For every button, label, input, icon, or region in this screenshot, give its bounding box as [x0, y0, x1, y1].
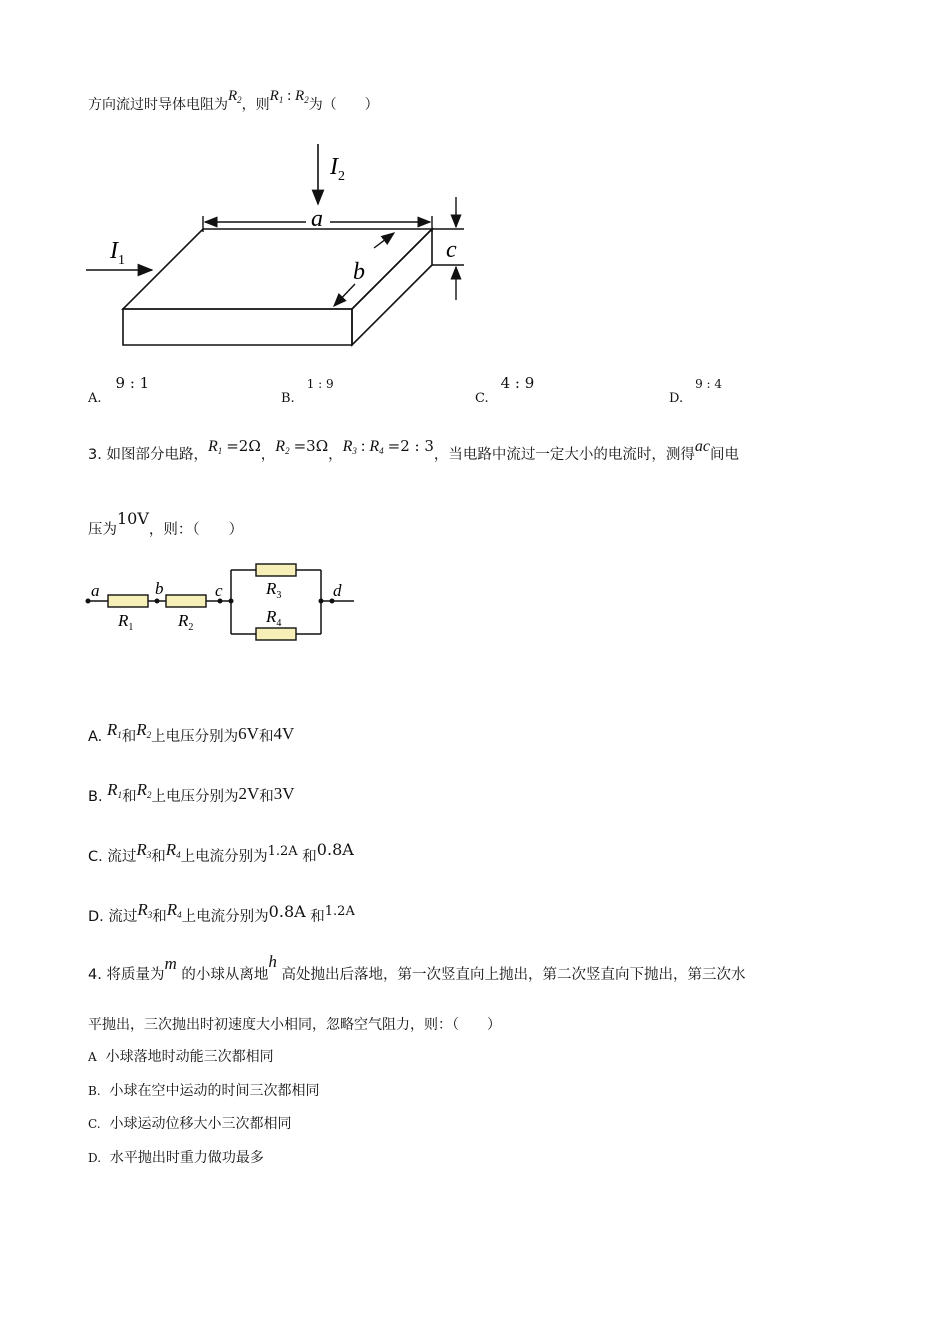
option-c[interactable]: $_{C.}$4 : 9 — [475, 374, 535, 406]
q4-option-a[interactable]: A 小球落地时动能三次都相同 — [88, 1049, 274, 1065]
dimension-c-label: c — [446, 237, 457, 263]
q3-option-c[interactable]: C. 流过R3和R4上电流分别为1.2A 和0.8A — [88, 840, 354, 865]
label-c: c — [215, 581, 223, 600]
dimension-b-upper-arrow — [374, 233, 394, 248]
dimension-b-label: b — [353, 259, 365, 285]
conductor-block-figure — [80, 140, 480, 360]
option-a[interactable]: $_{A.}$9 : 1 — [88, 374, 150, 406]
option-d[interactable]: $_{D.}$9 : 4 — [669, 377, 723, 406]
q3-option-b[interactable]: B. R1和R2上电压分别为2V和3V — [88, 780, 295, 805]
node-b — [155, 599, 160, 604]
i1-label: $I_1$ — [110, 238, 125, 268]
q4-option-c[interactable]: C. 小球运动位移大小三次都相同 — [88, 1116, 292, 1132]
circuit-figure — [84, 556, 374, 656]
label-r3: $R_3$ — [266, 579, 282, 601]
q4-option-b[interactable]: B. 小球在空中运动的时间三次都相同 — [88, 1083, 320, 1099]
label-d: d — [333, 581, 342, 600]
q2-options — [88, 373, 808, 406]
junction-right — [319, 599, 324, 604]
label-a: a — [91, 581, 100, 600]
block-top-face — [123, 229, 432, 309]
ratio-r1-r2: $R_1$ : $R_2$ — [269, 88, 309, 105]
q3-stem-line2: 压为10V，则：（ ） — [88, 509, 244, 538]
resistor-r3 — [256, 564, 296, 576]
i2-label: $I_2$ — [330, 154, 345, 184]
junction-left — [229, 599, 234, 604]
label-r4: $R_4$ — [266, 607, 282, 629]
resistor-r1 — [108, 595, 148, 607]
dimension-b-lower-arrow — [334, 284, 355, 306]
q3-option-a[interactable]: A. R1和R2上电压分别为6V和4V — [88, 720, 295, 745]
dimension-a-label: a — [311, 206, 323, 232]
label-b: b — [155, 579, 164, 598]
label-r2: $R_2$ — [178, 611, 194, 633]
option-b[interactable]: $_{B.}$1 : 9 — [281, 377, 334, 406]
resistor-r2 — [166, 595, 206, 607]
q4-stem-line1: 4. 将质量为m 的小球从离地h 高处抛出后落地，第一次竖直向上抛出，第二次竖直向下抛出，第三次水 — [88, 952, 746, 983]
block-side-face — [352, 229, 432, 345]
q3-option-d[interactable]: D. 流过R3和R4上电流分别为0.8A 和1.2A — [88, 900, 355, 925]
q4-option-d[interactable]: D. 水平抛出时重力做功最多 — [88, 1150, 264, 1166]
q4-stem-line2: 平抛出，三次抛出时初速度大小相同，忽略空气阻力，则：（ ） — [88, 1017, 501, 1033]
q2-stem-continuation: 方向流过时导体电阻为$R_2$，则$R_1$ : $R_2$为（ ） — [88, 88, 379, 113]
label-r1: $R_1$ — [118, 611, 134, 633]
block-front-face — [123, 309, 352, 345]
q3-stem-line1: 3. 如图部分电路，R1 =2Ω，R2 =3Ω，R3 : R4 =2 : 3，当电路中流过一定大小的电流时，测得ac间电 — [88, 437, 740, 463]
node-a — [86, 599, 91, 604]
resistor-r4 — [256, 628, 296, 640]
